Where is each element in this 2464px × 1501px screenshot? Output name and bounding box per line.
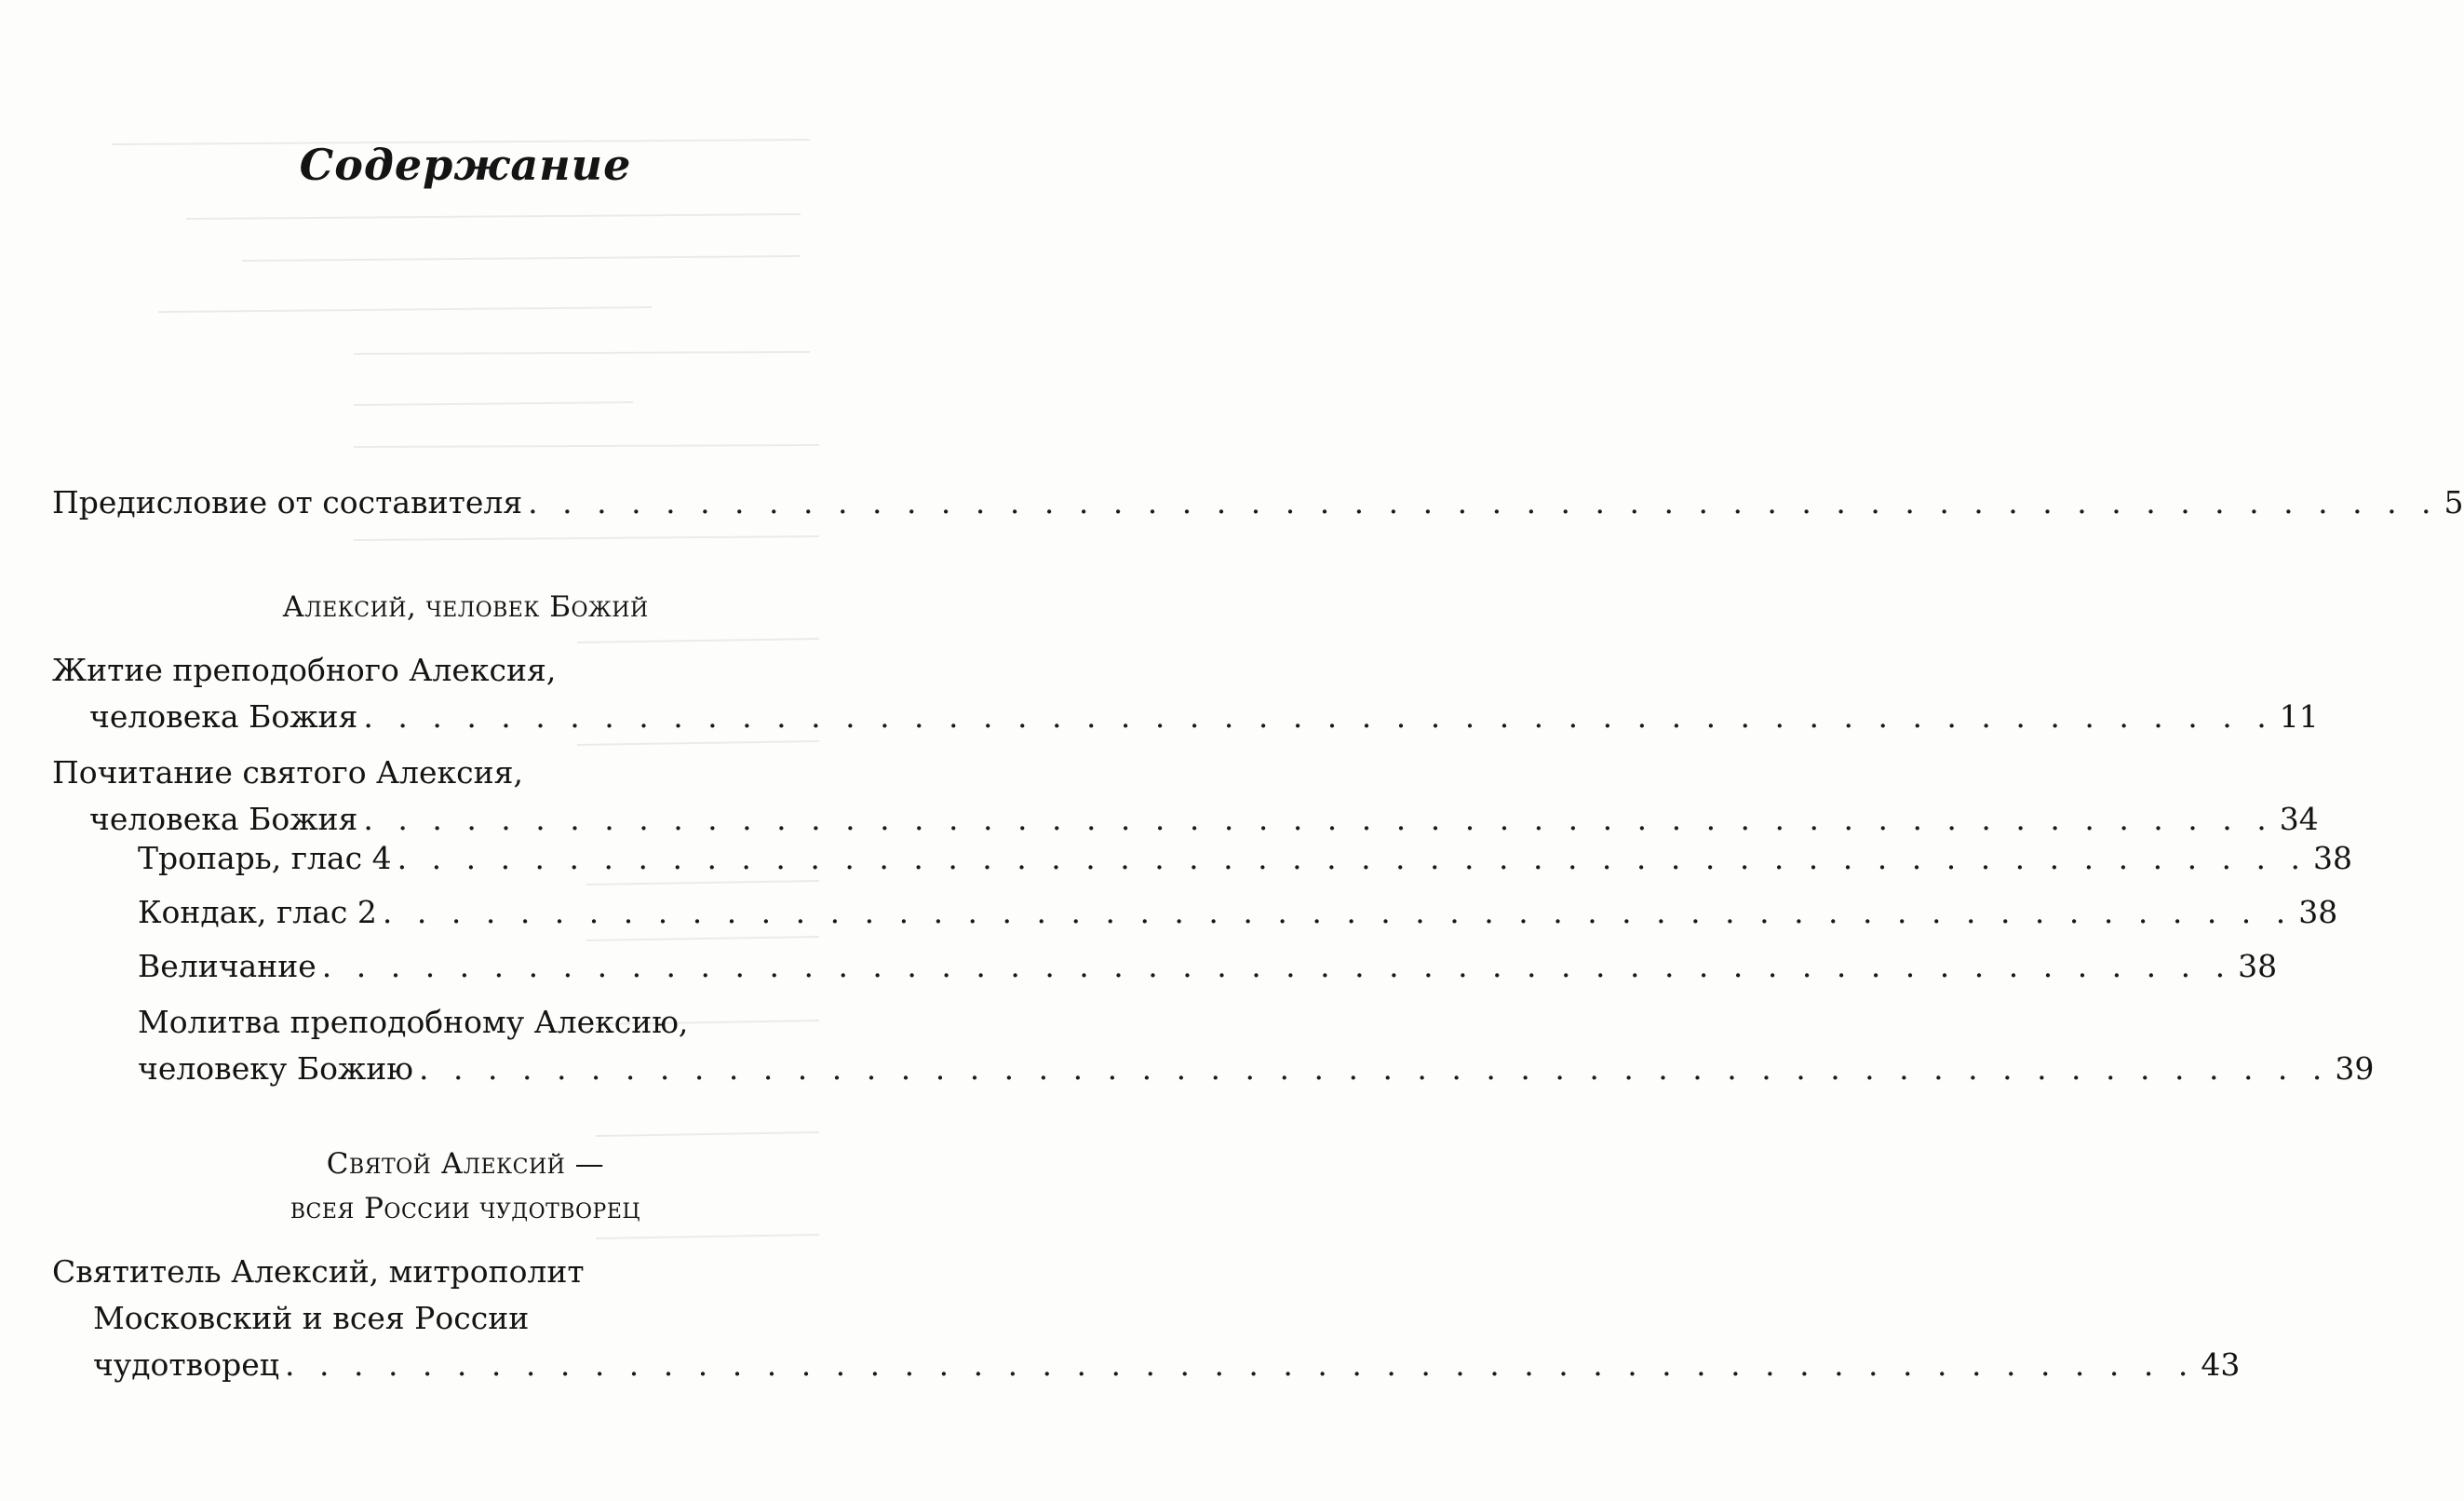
toc-entry-preface[interactable] [52, 482, 2464, 523]
toc-entry-kontakion[interactable] [138, 892, 2338, 933]
section-heading: Алексий, человек Божий [282, 590, 649, 624]
dot-leader: . . . . . . . . . . . . . . . . . . . . . . . . . . . . . . . . . . . . . . . . . . . . . . . . . . . . . . . . [363, 801, 2274, 837]
dot-leader: . . . . . . . . . . . . . . . . . . . . . . . . . . . . . . . . . . . . . . . . . . . . . . . . . . . . . . . . [321, 948, 2233, 984]
toc-entry-title-continued: человеку Божию [138, 1050, 414, 1087]
dot-leader: . . . . . . . . . . . . . . . . . . . . . . . . . . . . . . . . . . . . . . . . . . . . . . . . . . . . . . . . [363, 698, 2274, 735]
toc-entry-title: Житие преподобного Алексия, [52, 652, 557, 688]
dot-leader: . . . . . . . . . . . . . . . . . . . . . . . . . . . . . . . . . . . . . . . . . . . . . . . . . . . . . . . . [419, 1050, 2330, 1087]
toc-page-number: 34 [2279, 801, 2319, 837]
toc-entry-title-continued: человека Божия [89, 698, 358, 735]
dot-leader: . . . . . . . . . . . . . . . . . . . . . . . . . . . . . . . . . . . . . . . . . . . . . . . . . . . . . . . . [397, 840, 2309, 876]
page-title: Содержание [299, 140, 632, 190]
toc-entry-title: Предисловие от составителя [52, 484, 523, 521]
toc-entry-title-continued: чудотворец [93, 1346, 279, 1383]
toc-page-number: 11 [2279, 698, 2319, 735]
toc-page-number: 5 [2444, 484, 2464, 521]
toc-entry-troparion[interactable] [138, 838, 2353, 879]
toc-page-number: 43 [2201, 1346, 2241, 1383]
toc-page-number: 38 [2313, 840, 2353, 876]
toc-entry-prayer[interactable] [138, 1002, 2375, 1095]
section-heading-line1: Святой Алексий — [326, 1147, 605, 1181]
dot-leader: . . . . . . . . . . . . . . . . . . . . . . . . . . . . . . . . . . . . . . . . . . . . . . . . . . . . . . . . [382, 894, 2294, 930]
toc-entry-title: Величание [138, 948, 316, 984]
toc-entry-title: Молитва преподобному Алексию, [138, 1004, 689, 1040]
section-heading-line2: всея России чудотворец [289, 1192, 641, 1225]
toc-page-number: 38 [2238, 948, 2278, 984]
toc-entry-title: Почитание святого Алексия, [52, 754, 523, 791]
toc-entry-title-continued: Московский и всея России [93, 1300, 530, 1336]
toc-entry-title: Кондак, глас 2 [138, 894, 377, 930]
toc-entry-veneration[interactable] [52, 752, 2319, 845]
toc-entry-title: Святитель Алексий, митрополит [52, 1253, 585, 1290]
dot-leader: . . . . . . . . . . . . . . . . . . . . . . . . . . . . . . . . . . . . . . . . . . . . . . . . . . . . . . . . [285, 1346, 2196, 1383]
toc-entry-title-continued: человека Божия [89, 801, 358, 837]
toc-entry-life[interactable] [52, 650, 2319, 743]
toc-entry-hierarch[interactable] [52, 1251, 2241, 1391]
toc-entry-title: Тропарь, глас 4 [138, 840, 392, 876]
toc-page-number: 38 [2298, 894, 2338, 930]
toc-entry-magnification[interactable] [138, 946, 2278, 987]
toc-page-number: 39 [2335, 1050, 2375, 1087]
dot-leader: . . . . . . . . . . . . . . . . . . . . . . . . . . . . . . . . . . . . . . . . . . . . . . . . . . . . . . . . [528, 484, 2439, 521]
